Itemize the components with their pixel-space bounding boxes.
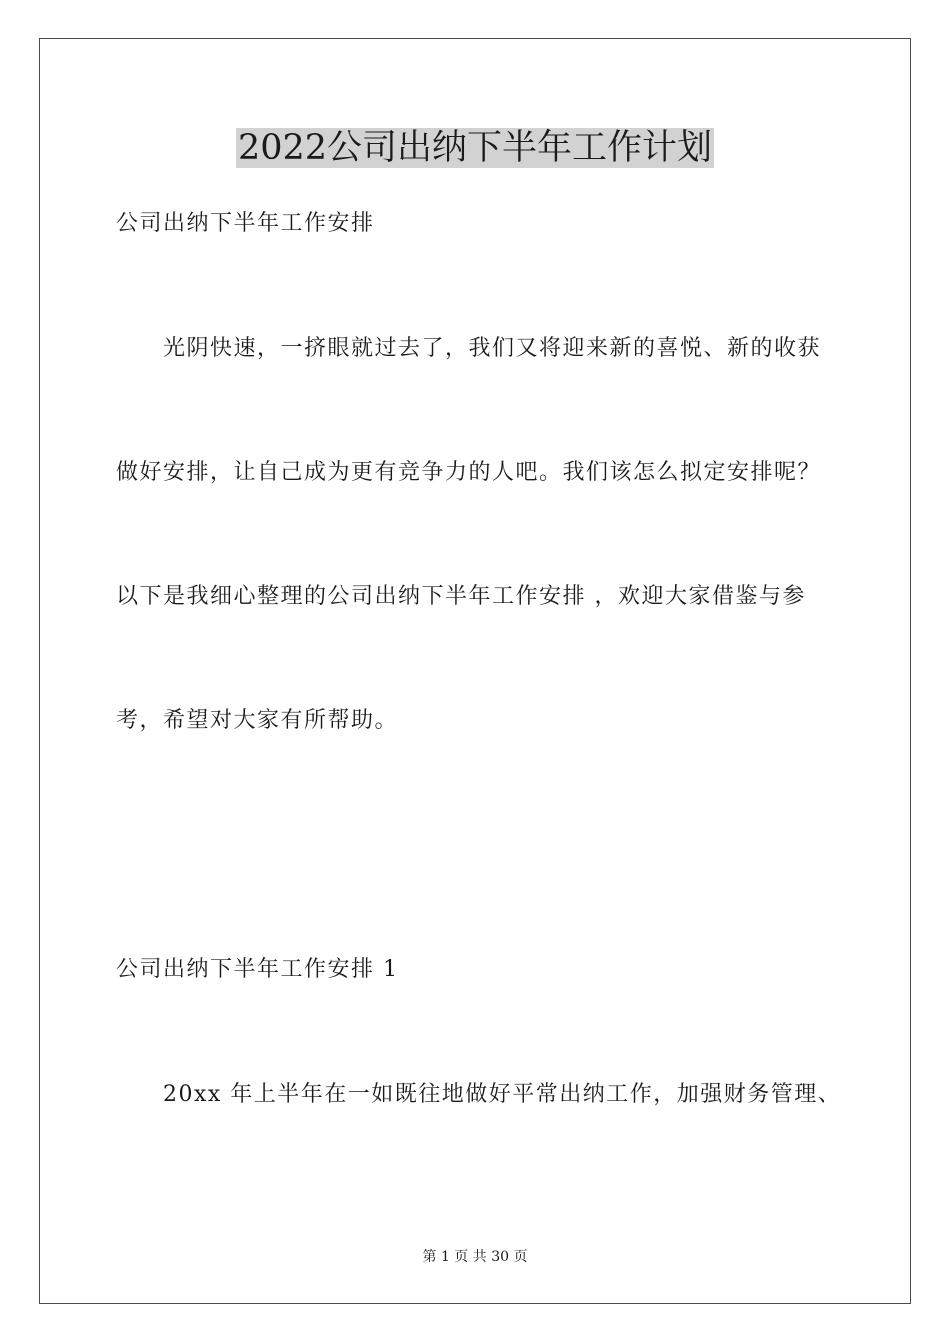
body-line: 考，希望对大家有所帮助。 xyxy=(116,708,399,733)
body-line: 以下是我细心整理的公司出纳下半年工作安排 ，欢迎大家借鉴与参 xyxy=(116,584,806,609)
body-line: 20xx 年上半年在一如既往地做好平常出纳工作，加强财务管理、 xyxy=(163,1082,842,1107)
document-title-text: 2022公司出纳下半年工作计划 xyxy=(237,128,713,168)
document-title xyxy=(0,124,950,172)
section-heading: 公司出纳下半年工作安排 xyxy=(116,211,375,236)
section-heading: 公司出纳下半年工作安排 1 xyxy=(116,957,399,982)
page-footer: 第 1 页 共 30 页 xyxy=(422,1249,528,1265)
body-line: 光阴快速，一挤眼就过去了，我们又将迎来新的喜悦、新的收获 xyxy=(163,336,822,361)
body-line: 做好安排，让自己成为更有竞争力的人吧。我们该怎么拟定安排呢？ xyxy=(116,460,822,485)
